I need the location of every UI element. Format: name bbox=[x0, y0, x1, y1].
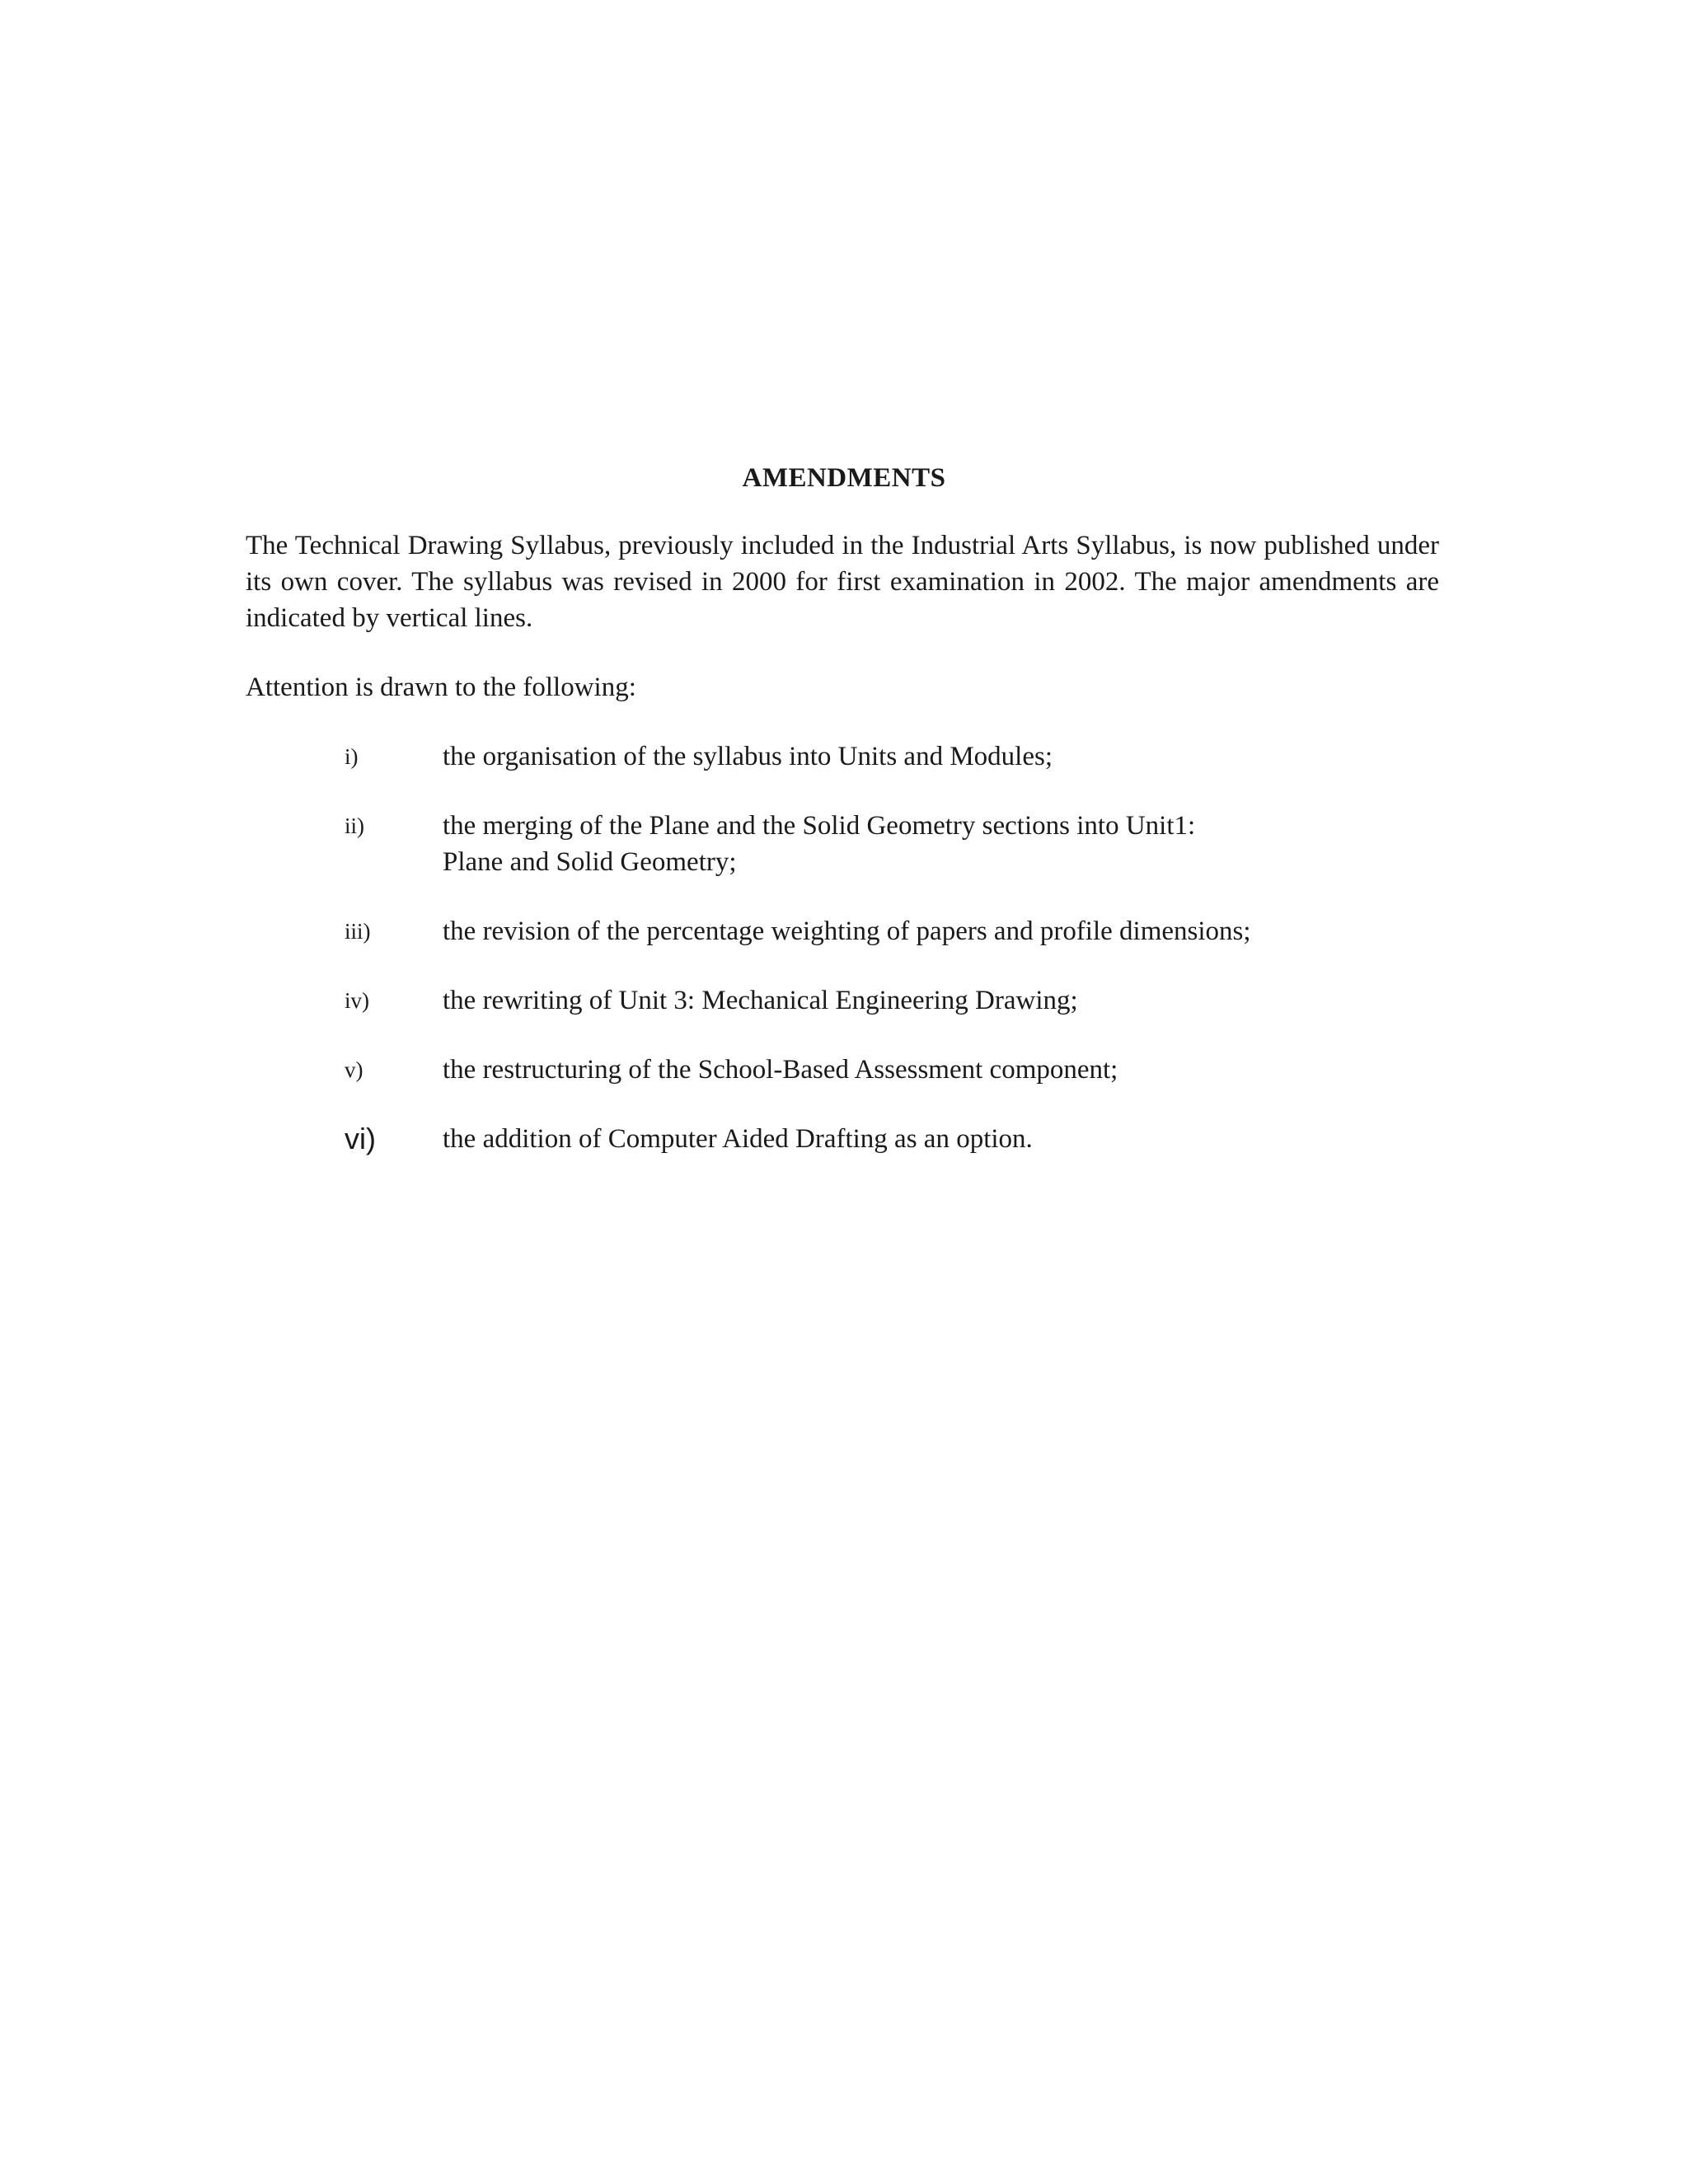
list-item-text: the restructuring of the School-Based Assessment component; bbox=[443, 1055, 1118, 1085]
list-item-text: the rewriting of Unit 3: Mechanical Engineering Drawing; bbox=[443, 986, 1078, 1015]
list-item-marker: v) bbox=[345, 1057, 363, 1082]
list-item-marker: i) bbox=[345, 744, 359, 769]
attention-line: Attention is drawn to the following: bbox=[246, 673, 636, 702]
list-item-marker: ii) bbox=[345, 813, 364, 838]
list-item-marker: iii) bbox=[345, 919, 371, 944]
list-item-marker: vi) bbox=[345, 1122, 376, 1155]
list-item-text: the addition of Computer Aided Drafting as an option. bbox=[443, 1124, 1033, 1154]
page-title: AMENDMENTS bbox=[742, 463, 946, 493]
intro-paragraph: The Technical Drawing Syllabus, previously included in the Industrial Arts Syllabus, is now published under its own cover. The syllabus was revised in 2000 for first examination in 2002. The major amendments are indicated by vertical lines. bbox=[246, 531, 1439, 633]
list-item-text: the merging of the Plane and the Solid Geometry sections into Unit1: bbox=[443, 811, 1196, 841]
list-item-marker: iv) bbox=[345, 988, 369, 1013]
list-item-text: the revision of the percentage weighting of papers and profile dimensions; bbox=[443, 916, 1251, 946]
list-item-text: Plane and Solid Geometry; bbox=[443, 847, 737, 877]
list-item-text: the organisation of the syllabus into Units and Modules; bbox=[443, 742, 1053, 771]
